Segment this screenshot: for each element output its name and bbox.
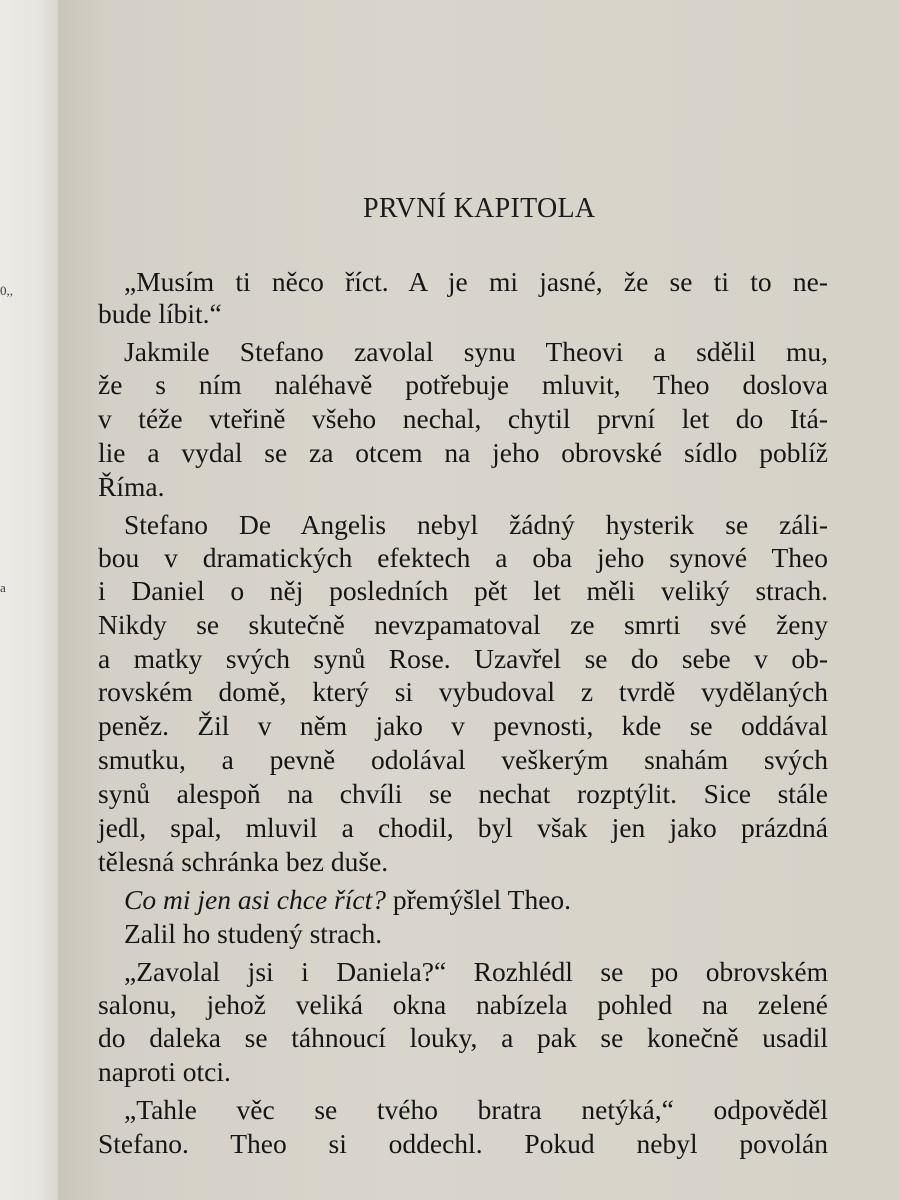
text-line: Zalil ho studený strach. xyxy=(124,918,383,949)
italic-thought: Co mi jen asi chce říct? xyxy=(124,884,386,915)
text-line-rest: přemýšlel Theo. xyxy=(385,884,572,915)
text-line: i Daniel o něj posledních pět let měli veliký strach. xyxy=(98,575,828,606)
text-line: do daleka se táhnoucí louky, a pak se konečně usadil xyxy=(98,1022,828,1053)
text-line-italic xyxy=(124,884,571,916)
text-line: a matky svých synů Rose. Uzavřel se do sebe v ob- xyxy=(98,643,828,674)
text-line: naproti otci. xyxy=(98,1056,231,1087)
text-line: rovském domě, který si vybudoval z tvrdě vydělaných xyxy=(98,676,828,707)
text-line: v téže vteřině všeho nechal, chytil první let do Itá- xyxy=(98,403,828,434)
text-line: „Zavolal jsi i Daniela?“ Rozhlédl se po obrovském xyxy=(124,956,828,987)
text-line: Říma. xyxy=(98,471,165,502)
text-line: lie a vydal se za otcem na jeho obrovské sídlo poblíž xyxy=(98,437,828,468)
left-page-fragment: 0,, xyxy=(0,283,13,298)
book-page xyxy=(58,0,900,1200)
text-line: tělesná schránka bez duše. xyxy=(98,846,389,877)
text-line: jedl, spal, mluvil a chodil, byl však jen jako prázdná xyxy=(98,812,828,843)
text-line: smutku, a pevně odolával veškerým snahám svých xyxy=(98,744,828,775)
text-line: „Tahle věc se tvého bratra netýká,“ odpověděl xyxy=(124,1094,828,1125)
text-line: Nikdy se skutečně nevzpamatoval ze smrti své ženy xyxy=(98,609,828,640)
text-line: Stefano. Theo si oddechl. Pokud nebyl povolán xyxy=(98,1128,828,1159)
left-page-fragment: a xyxy=(0,580,6,595)
text-line: synů alespoň na chvíli se nechat rozptýlit. Sice stále xyxy=(98,778,828,809)
text-line: salonu, jehož veliká okna nabízela pohled na zelené xyxy=(98,989,828,1020)
text-line: Stefano De Angelis nebyl žádný hysterik se záli- xyxy=(124,509,828,540)
text-line: peněz. Žil v něm jako v pevnosti, kde se oddával xyxy=(98,710,828,741)
text-line: bou v dramatických efektech a oba jeho synové Theo xyxy=(98,542,828,573)
text-line: že s ním naléhavě potřebuje mluvit, Theo doslova xyxy=(98,369,828,400)
chapter-title: PRVNÍ KAPITOLA xyxy=(363,193,596,224)
text-line: bude líbit.“ xyxy=(98,298,222,329)
text-line: „Musím ti něco říct. A je mi jasné, že se ti to ne- xyxy=(124,266,828,297)
left-page-edge xyxy=(0,0,58,1200)
text-line: Jakmile Stefano zavolal synu Theovi a sdělil mu, xyxy=(124,336,828,367)
